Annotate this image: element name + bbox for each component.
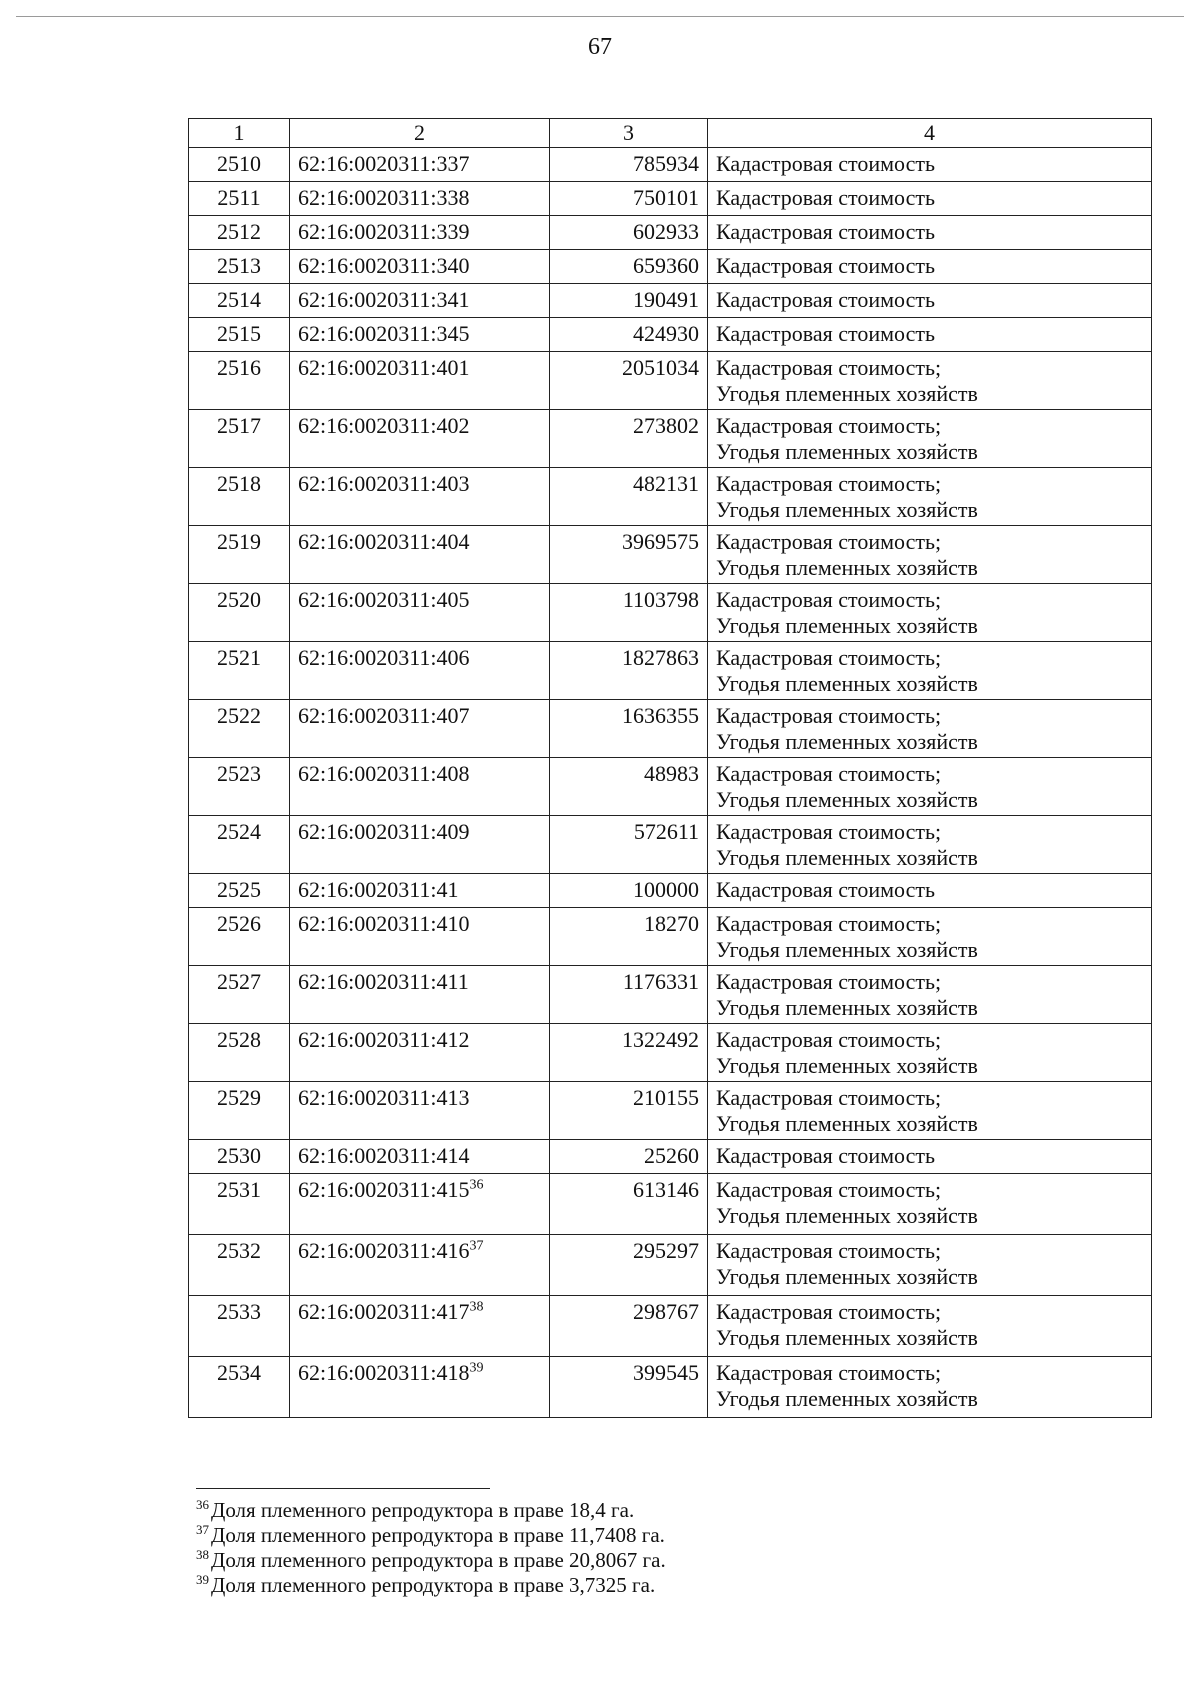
- table-row: [189, 182, 1152, 216]
- table-row: [189, 1357, 1152, 1418]
- description-cell: [708, 642, 1152, 700]
- cadastral-number-cell: [290, 250, 550, 284]
- footnote-mark: 38: [196, 1547, 209, 1562]
- cadastral-number-cell: [290, 816, 550, 874]
- value-cell: 18270: [550, 908, 708, 966]
- table-row: [189, 318, 1152, 352]
- value-cell: 100000: [550, 874, 708, 908]
- description-line: Кадастровая стоимость;: [716, 587, 942, 612]
- description-line: Кадастровая стоимость;: [716, 355, 942, 380]
- cadastral-number-cell: [290, 1140, 550, 1174]
- cadastral-number: 62:16:0020311:418: [298, 1360, 470, 1385]
- description-cell: [708, 1296, 1152, 1357]
- cadastral-number: 62:16:0020311:412: [298, 1027, 470, 1052]
- table-row: [189, 216, 1152, 250]
- cadastral-number-cell: [290, 1235, 550, 1296]
- column-header-3: 3: [550, 119, 708, 148]
- description-cell: [708, 250, 1152, 284]
- table-row: [189, 700, 1152, 758]
- description-line: Кадастровая стоимость;: [716, 819, 942, 844]
- table-row: [189, 250, 1152, 284]
- cadastral-number-cell: [290, 468, 550, 526]
- row-number: 2525: [189, 874, 290, 908]
- description-line: Угодья племенных хозяйств: [716, 845, 978, 870]
- description-cell: [708, 468, 1152, 526]
- cadastral-number-cell: [290, 1357, 550, 1418]
- row-number: 2513: [189, 250, 290, 284]
- column-header-1: 1: [189, 119, 290, 148]
- cadastral-number-cell: [290, 1174, 550, 1235]
- footnote-text: Доля племенного репродуктора в праве 20,8067 га.: [211, 1548, 666, 1572]
- value-cell: 210155: [550, 1082, 708, 1140]
- cadastral-number-cell: [290, 874, 550, 908]
- row-number: 2518: [189, 468, 290, 526]
- footnote-reference: 39: [469, 1360, 484, 1376]
- value-cell: 572611: [550, 816, 708, 874]
- description-line: Кадастровая стоимость;: [716, 761, 942, 786]
- description-line: Угодья племенных хозяйств: [716, 1203, 978, 1228]
- table-row: [189, 584, 1152, 642]
- table-row: [189, 1082, 1152, 1140]
- value-cell: 1827863: [550, 642, 708, 700]
- value-cell: 273802: [550, 410, 708, 468]
- description-cell: [708, 966, 1152, 1024]
- cadastral-number-cell: [290, 318, 550, 352]
- row-number: 2521: [189, 642, 290, 700]
- cadastral-number-cell: [290, 182, 550, 216]
- description-line: Кадастровая стоимость: [716, 185, 935, 210]
- description-line: Кадастровая стоимость;: [716, 911, 942, 936]
- table-row: [189, 908, 1152, 966]
- row-number: 2510: [189, 148, 290, 182]
- cadastral-number: 62:16:0020311:407: [298, 703, 470, 728]
- value-cell: 2051034: [550, 352, 708, 410]
- row-number: 2515: [189, 318, 290, 352]
- value-cell: 1176331: [550, 966, 708, 1024]
- cadastral-number: 62:16:0020311:406: [298, 645, 470, 670]
- footnote-mark: 37: [196, 1522, 209, 1537]
- row-number: 2523: [189, 758, 290, 816]
- cadastral-number: 62:16:0020311:414: [298, 1143, 470, 1168]
- description-cell: [708, 182, 1152, 216]
- table-body: [189, 148, 1152, 1418]
- cadastral-number: 62:16:0020311:338: [298, 185, 470, 210]
- cadastral-number-cell: [290, 758, 550, 816]
- table-row: [189, 526, 1152, 584]
- footnote: [196, 1523, 1096, 1548]
- cadastral-number-cell: [290, 908, 550, 966]
- cadastral-number-cell: [290, 526, 550, 584]
- description-line: Кадастровая стоимость: [716, 287, 935, 312]
- cadastral-number-cell: [290, 642, 550, 700]
- description-cell: [708, 318, 1152, 352]
- description-line: Кадастровая стоимость;: [716, 1027, 942, 1052]
- row-number: 2528: [189, 1024, 290, 1082]
- description-line: Кадастровая стоимость: [716, 219, 935, 244]
- description-line: Угодья племенных хозяйств: [716, 671, 978, 696]
- description-line: Кадастровая стоимость: [716, 253, 935, 278]
- cadastral-number: 62:16:0020311:340: [298, 253, 470, 278]
- value-cell: 602933: [550, 216, 708, 250]
- table-row: [189, 352, 1152, 410]
- footnote-separator: [196, 1488, 490, 1489]
- description-line: Угодья племенных хозяйств: [716, 439, 978, 464]
- cadastral-number: 62:16:0020311:41: [298, 877, 459, 902]
- cadastral-number: 62:16:0020311:403: [298, 471, 470, 496]
- description-line: Угодья племенных хозяйств: [716, 555, 978, 580]
- value-cell: 785934: [550, 148, 708, 182]
- description-cell: [708, 1140, 1152, 1174]
- row-number: 2526: [189, 908, 290, 966]
- description-cell: [708, 758, 1152, 816]
- row-number: 2527: [189, 966, 290, 1024]
- row-number: 2531: [189, 1174, 290, 1235]
- cadastral-number: 62:16:0020311:410: [298, 911, 470, 936]
- description-cell: [708, 908, 1152, 966]
- table-row: [189, 284, 1152, 318]
- value-cell: 25260: [550, 1140, 708, 1174]
- row-number: 2529: [189, 1082, 290, 1140]
- table-row: [189, 966, 1152, 1024]
- description-line: Угодья племенных хозяйств: [716, 1111, 978, 1136]
- description-line: Кадастровая стоимость;: [716, 645, 942, 670]
- row-number: 2522: [189, 700, 290, 758]
- value-cell: 1103798: [550, 584, 708, 642]
- description-line: Угодья племенных хозяйств: [716, 995, 978, 1020]
- value-cell: 750101: [550, 182, 708, 216]
- description-line: Кадастровая стоимость;: [716, 1085, 942, 1110]
- table-row: [189, 410, 1152, 468]
- description-cell: [708, 1357, 1152, 1418]
- footnote-text: Доля племенного репродуктора в праве 18,4 га.: [211, 1498, 635, 1522]
- description-cell: [708, 216, 1152, 250]
- value-cell: 1636355: [550, 700, 708, 758]
- cadastral-number: 62:16:0020311:409: [298, 819, 470, 844]
- cadastral-number-cell: [290, 700, 550, 758]
- description-line: Кадастровая стоимость;: [716, 1299, 942, 1324]
- cadastral-number: 62:16:0020311:345: [298, 321, 470, 346]
- header-row: [189, 119, 1152, 148]
- description-cell: [708, 1174, 1152, 1235]
- table-row: [189, 758, 1152, 816]
- description-line: Угодья племенных хозяйств: [716, 1053, 978, 1078]
- row-number: 2530: [189, 1140, 290, 1174]
- land-register-table: [188, 118, 1152, 1418]
- footnote-reference: 37: [469, 1238, 484, 1254]
- description-line: Угодья племенных хозяйств: [716, 1264, 978, 1289]
- cadastral-number: 62:16:0020311:401: [298, 355, 470, 380]
- cadastral-number: 62:16:0020311:405: [298, 587, 470, 612]
- row-number: 2520: [189, 584, 290, 642]
- cadastral-number: 62:16:0020311:408: [298, 761, 470, 786]
- cadastral-number: 62:16:0020311:417: [298, 1299, 470, 1324]
- table-row: [189, 1235, 1152, 1296]
- footnote-reference: 36: [469, 1177, 484, 1193]
- row-number: 2512: [189, 216, 290, 250]
- description-cell: [708, 1082, 1152, 1140]
- table-row: [189, 1024, 1152, 1082]
- description-cell: [708, 816, 1152, 874]
- description-line: Кадастровая стоимость;: [716, 1360, 942, 1385]
- page-number: 67: [588, 34, 612, 60]
- cadastral-number-cell: [290, 410, 550, 468]
- description-line: Угодья племенных хозяйств: [716, 381, 978, 406]
- footnote-reference: 38: [469, 1299, 484, 1315]
- row-number: 2511: [189, 182, 290, 216]
- table-row: [189, 1140, 1152, 1174]
- row-number: 2533: [189, 1296, 290, 1357]
- description-line: Кадастровая стоимость;: [716, 969, 942, 994]
- value-cell: 3969575: [550, 526, 708, 584]
- cadastral-number: 62:16:0020311:337: [298, 151, 470, 176]
- footnote: [196, 1548, 1096, 1573]
- value-cell: 190491: [550, 284, 708, 318]
- description-line: Угодья племенных хозяйств: [716, 937, 978, 962]
- description-line: Угодья племенных хозяйств: [716, 729, 978, 754]
- cadastral-number: 62:16:0020311:341: [298, 287, 470, 312]
- table-row: [189, 1174, 1152, 1235]
- row-number: 2519: [189, 526, 290, 584]
- footnote-mark: 39: [196, 1572, 209, 1587]
- footnote: [196, 1573, 1096, 1598]
- cadastral-number-cell: [290, 216, 550, 250]
- description-cell: [708, 410, 1152, 468]
- column-header-2: 2: [290, 119, 550, 148]
- description-line: Кадастровая стоимость: [716, 1143, 935, 1168]
- cadastral-number-cell: [290, 966, 550, 1024]
- value-cell: 613146: [550, 1174, 708, 1235]
- value-cell: 482131: [550, 468, 708, 526]
- cadastral-number-cell: [290, 284, 550, 318]
- description-line: Кадастровая стоимость;: [716, 413, 942, 438]
- description-line: Угодья племенных хозяйств: [716, 1325, 978, 1350]
- table-row: [189, 1296, 1152, 1357]
- description-cell: [708, 284, 1152, 318]
- row-number: 2517: [189, 410, 290, 468]
- cadastral-number-cell: [290, 1296, 550, 1357]
- column-header-4: 4: [708, 119, 1152, 148]
- value-cell: 399545: [550, 1357, 708, 1418]
- description-line: Кадастровая стоимость: [716, 321, 935, 346]
- cadastral-number-cell: [290, 352, 550, 410]
- description-line: Угодья племенных хозяйств: [716, 613, 978, 638]
- cadastral-number-cell: [290, 584, 550, 642]
- description-cell: [708, 700, 1152, 758]
- table-header: [189, 119, 1152, 148]
- value-cell: 298767: [550, 1296, 708, 1357]
- description-cell: [708, 584, 1152, 642]
- cadastral-number-cell: [290, 1082, 550, 1140]
- description-line: Угодья племенных хозяйств: [716, 1386, 978, 1411]
- description-cell: [708, 352, 1152, 410]
- cadastral-number: 62:16:0020311:404: [298, 529, 470, 554]
- description-line: Кадастровая стоимость: [716, 877, 935, 902]
- table-row: [189, 148, 1152, 182]
- footnote-mark: 36: [196, 1497, 209, 1512]
- value-cell: 1322492: [550, 1024, 708, 1082]
- cadastral-number: 62:16:0020311:415: [298, 1177, 470, 1202]
- scan-edge-line: [16, 16, 1184, 17]
- row-number: 2524: [189, 816, 290, 874]
- description-cell: [708, 1235, 1152, 1296]
- footnote: [196, 1498, 1096, 1523]
- cadastral-number-cell: [290, 1024, 550, 1082]
- cadastral-number: 62:16:0020311:339: [298, 219, 470, 244]
- table-row: [189, 816, 1152, 874]
- description-line: Кадастровая стоимость;: [716, 1238, 942, 1263]
- cadastral-number: 62:16:0020311:413: [298, 1085, 470, 1110]
- row-number: 2534: [189, 1357, 290, 1418]
- description-cell: [708, 874, 1152, 908]
- description-line: Кадастровая стоимость;: [716, 703, 942, 728]
- description-line: Угодья племенных хозяйств: [716, 497, 978, 522]
- cadastral-number: 62:16:0020311:402: [298, 413, 470, 438]
- description-cell: [708, 1024, 1152, 1082]
- footnote-text: Доля племенного репродуктора в праве 3,7325 га.: [211, 1573, 656, 1597]
- table-row: [189, 468, 1152, 526]
- description-line: Кадастровая стоимость;: [716, 529, 942, 554]
- cadastral-number-cell: [290, 148, 550, 182]
- row-number: 2516: [189, 352, 290, 410]
- description-cell: [708, 148, 1152, 182]
- description-cell: [708, 526, 1152, 584]
- footnote-text: Доля племенного репродуктора в праве 11,7408 га.: [211, 1523, 665, 1547]
- description-line: Угодья племенных хозяйств: [716, 787, 978, 812]
- table-row: [189, 874, 1152, 908]
- row-number: 2514: [189, 284, 290, 318]
- description-line: Кадастровая стоимость;: [716, 471, 942, 496]
- value-cell: 295297: [550, 1235, 708, 1296]
- row-number: 2532: [189, 1235, 290, 1296]
- cadastral-number: 62:16:0020311:411: [298, 969, 469, 994]
- description-line: Кадастровая стоимость;: [716, 1177, 942, 1202]
- footnotes: [196, 1498, 1096, 1598]
- value-cell: 659360: [550, 250, 708, 284]
- value-cell: 48983: [550, 758, 708, 816]
- cadastral-number: 62:16:0020311:416: [298, 1238, 470, 1263]
- table-row: [189, 642, 1152, 700]
- value-cell: 424930: [550, 318, 708, 352]
- description-line: Кадастровая стоимость: [716, 151, 935, 176]
